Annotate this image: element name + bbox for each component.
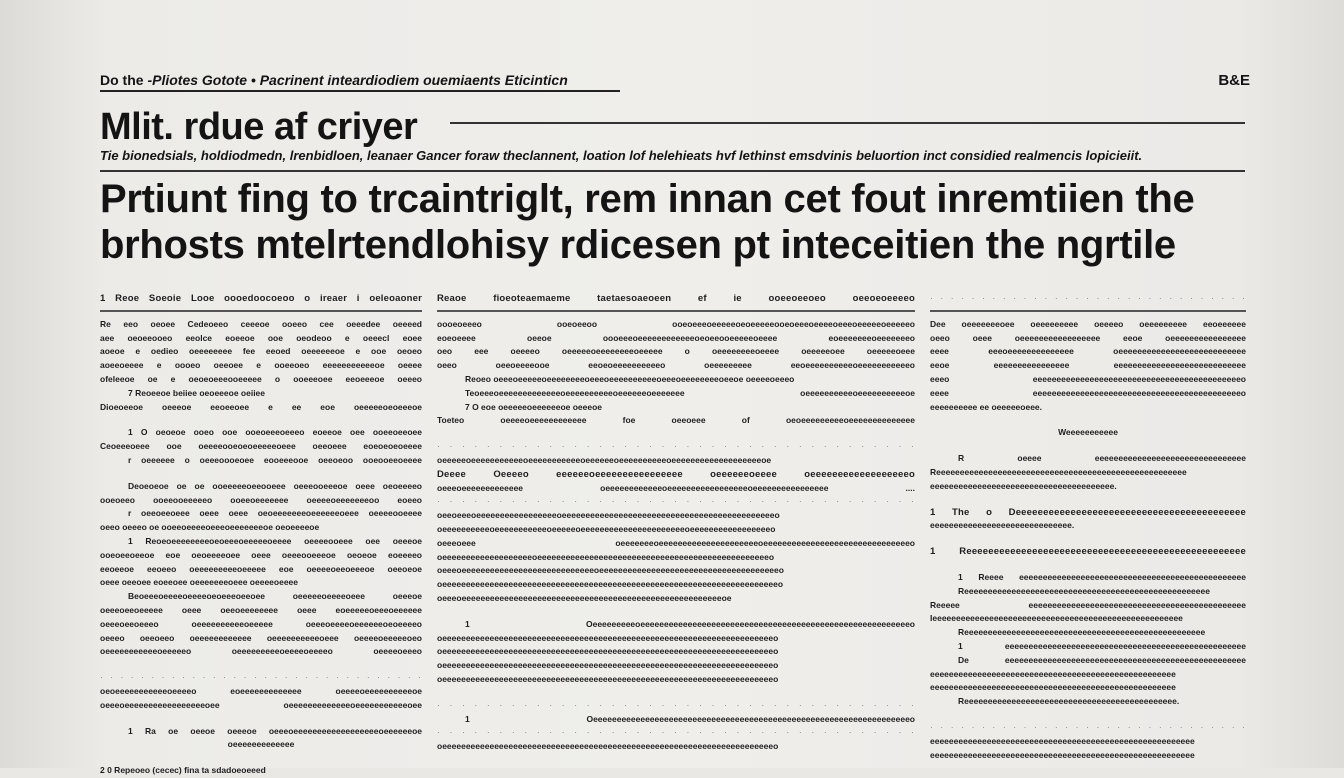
- column-text-line: oeee oeeoee eoeeoee oeeeeeeeoeee oeeeeoeeee: [100, 577, 298, 588]
- column-text-line: 1 Ra oe oeeoe oeeeoe oeeeoeeeeeeeeeeeeeeeeeeoeeeeeeoe: [128, 725, 422, 736]
- column-text-line: · · · · · · · · · · · · · · · · · · · · · · · · · · · · · · · ·: [100, 672, 422, 683]
- paragraph-gap: [437, 687, 915, 699]
- column-text-line: eeeeeeeeeeeeeeeeeeeeeeeeeeeeeeeeeeeeeee.: [930, 480, 1117, 491]
- column-text-line: Reeeeeeeeeeeeeeeeeeeeeeeeeeeeeeeeeeeeeeeeeeeeeeeeeee: [958, 627, 1206, 638]
- column-rule: [930, 310, 1246, 312]
- column-text-line: eoeoeeee oeeoe oooeeeoeeeeeeeeeeeeoeoeeooeeeeeoeeee eoeeeeeeeoeeeeeeeo: [437, 332, 915, 343]
- column-subhead: 1 Reeeeeeeeeeeeeeeeeeeeeeeeeeeeeeeeeeeeeeeeeeeeeeeeeee: [930, 546, 1246, 558]
- column-text-line: 1 Reoeoeeeeeeeeoeoeeeoeeeeeoeeee oeeeeooeee oee oeeeoe: [128, 535, 422, 546]
- column-text-line: · · · · · · · · · · · · · · · · · · · · · · · · · · · · · · ·: [930, 721, 1246, 732]
- column-text-line: De eeeeeeeeeeeeeeeeeeeeeeeeeeeeeeeeeeeeeeeeeeeeeeeeeee: [958, 654, 1246, 665]
- column-text-line: Re eeo oeoee Cedeoeeo ceeeoe ooeeo cee oeeedee oeeeed: [100, 318, 422, 329]
- column-text-line: oeeeeeeeeeeeoeeeeeo oeeeeeeeeeoeeeeoeeeeo oeeeeoeeeo: [100, 646, 422, 657]
- column-text-line: 1 Oeeeeeeeeeoeeeeeeeeeeeeeeeeeeeeeeeeeeeeeeeeeeeeeeeeeeeeeeeeeeeeeeeeeo: [465, 618, 915, 629]
- column-text-line: oeeeoeeeeeeeeeeeeeeeeeeeeeeeeeeeeeeeeeeeeeeeeeeeeeeeeeeeeeeeoe: [437, 592, 732, 603]
- paragraph-gap: [930, 559, 1246, 571]
- paragraph-gap: [930, 414, 1246, 426]
- column-text-line: eeeeeeeeeeeeeeeeeeeeeeeeeeeeeeeeeeeeeeeeeeeeeeeeeeee: [930, 682, 1176, 693]
- column-text-line: oeeeeeeeeeeeeeeeeeeeeeeeeeeeeeeeeeeeeeeeeeeeeeeeeeeeeeeeeeeeeeeeeeeeeeeo: [437, 673, 779, 684]
- column-text-line: eeoe eeeeeeeeeeeeeeee eeeeeeeeeeeeeeeeeeeeeeeeeeee: [930, 360, 1246, 371]
- column-text-line: oeeeeeeeeeeeeeeeeeeeeeeeeeeeeeeeeeeeeeeeeeeeeeeeeeeeeeeeeeeeeeeeeeeeeeeeo: [437, 579, 784, 590]
- article-column-3: [930, 292, 1246, 768]
- article-column-2: [437, 292, 915, 768]
- column-text-line: · · · · · · · · · · · · · · · · · · · · · · · · · · · · · · ·: [930, 293, 1246, 303]
- column-text-line: oeeoeeeoeeeeeeeeeeeeeeeeeoeeeeeeeeeeeeeeeeeeeeeeeeeeeeeeeeeeeeeeeeeeeeeo: [437, 510, 780, 521]
- column-text-line: Teoeeeoeeeeeeeeeeeeeoeeeeeeeeeeoeeeeeeoeeeeeee oeeeeeeeeeeoeeeeeeeeeeoe: [465, 387, 915, 398]
- column-text-line: oooeoeeeo ooeoeeoo ooeoeeeoeeeeeoeoeeeeeooeoeeeoeeeeoeeeoeeeeeoeeeeeo: [437, 318, 915, 329]
- column-text-line: Reeeeeeeeeeeeeeeeeeeeeeeeeeeeeeeeeeeeeeeeeeeeeeeeeeeee: [930, 466, 1187, 477]
- column-text-line: oeeeoeeoeeeee oeee oeeoeeeeeeee oeee eoeeeeeoeeeoeeeeee: [100, 604, 422, 615]
- column-text-line: · · · · · · · · · · · · · · · · · · · · · · · · · · · · · · · · · · · · · · ·: [437, 699, 915, 710]
- column-rule: [437, 310, 915, 312]
- column-text-line: eeeeeeeeeeeeeeeeeeeeeeeeeeeeee.: [930, 520, 1075, 531]
- column-text-line: 1 Reeee eeeeeeeeeeeeeeeeeeeeeeeeeeeeeeeeeeeeeeeeeeeeeeee: [958, 571, 1246, 582]
- column-text-line: eeee eeeoeeeeeeeeeeeeee oeeeeeeeeeeeeeeeeeeeeeeeeeee: [930, 346, 1246, 357]
- column-text-line: Weeeeeeeeeee: [1058, 427, 1118, 438]
- column-text-line: eeeo eeeeeeeeeeeeeeeeeeeeeeeeeeeeeeeeeeeeeeeeeeeeo: [930, 373, 1246, 384]
- column-text-line: eeoeeoe eeoeeo oeeeeeeeeeoeeeee eoe oeeeeoeeoeeeoe oeeoeoe: [100, 563, 422, 574]
- column-text-line: · · · · · · · · · · · · · · · · · · · · · · · · · · · · · · · · · · · · · · ·: [437, 727, 915, 738]
- column-text-line: eeeeeeeeeeeeeeeeeeeeeeeeeeeeeeeeeeeeeeeeeeeeeeeeeeeeeeee: [930, 735, 1195, 746]
- column-text-line: Ceoeeeoeee ooe oeeeeooeoeoeeeeeoeee oeeoeee eoeoeoeoeeee: [100, 441, 422, 452]
- column-subhead: 1 Reoe Soeoie Looe oooedoocoeoo o ireaer i oeleoaoner: [100, 293, 422, 304]
- column-text-line: ooeoeeo ooeeooeeeeeo ooeeoeeeeeee oeeeeoeeeeeeeoo eoeeo: [100, 494, 422, 505]
- column-subhead: Reaoe fioeoteaemaeme taetaesoaeoeen ef ie ooeeoeeoeo oeeoeoeeeeo: [437, 293, 915, 304]
- column-text-line: oeeeeeoeeeeeeeeeeeoeeeeeeeeeeeoeeeeeeoeeeeeeeeeeoeeeeeeeeeeeeeeeeeeeoe: [437, 454, 772, 465]
- masthead-rule: [450, 122, 1245, 124]
- column-text-line: oeeo oeeoeeeeooe eeoeoeeeeeeeeeeo oeeeeeeeee eeoeeeeeeeeeeoeeeeeeeeeeeo: [437, 360, 915, 371]
- headline-line-2: brhosts mtelrtendlohisy rdicesen pt inteceitien the ngrtile: [100, 223, 1176, 267]
- paragraph-gap: [100, 659, 422, 671]
- column-text-line: Reeeeeeeeeeeeeeeeeeeeeeeeeeeeeeeeeeeeeeeeeeeee.: [958, 696, 1180, 707]
- column-text-line: · · · · · · · · · · · · · · · · · · · · · · · · · · · · · · · · · · · · · · ·: [437, 441, 915, 452]
- column-text-line: ooeoeeoeeoe eoe oeoeeeeoee oeee oeeeooeeeoe oeoeoe eoeeeeo: [100, 549, 422, 560]
- column-text-line: 7 Reoeeoe beiiee oeoeeeoe oeiiee: [128, 387, 266, 398]
- column-text-line: oeeeo oeeoeeo oeeeeeeeeeeee oeeeeeeeeeeoeee oeeeeoeeeeeoeo: [100, 632, 422, 643]
- dek-rule: [100, 170, 1245, 172]
- article-column-1: [100, 292, 422, 776]
- column-text-line: r oeeoeeoeee oeee oeee oeoeeeeeeeoeeeeeeoeee oeeeeooeeee: [128, 508, 422, 519]
- column-text-line: eeeeeeeeee ee oeeeeeoeee.: [930, 401, 1043, 412]
- column-text-line: oeeeeeeeeeeeeeeeeeeeeeeeeeeeeeeeeeeeeeeeeeeeeeeeeeeeeeeeeeeeeeeeeeeeeeeo: [437, 632, 779, 643]
- kicker-lead: Do the: [100, 72, 144, 88]
- paragraph-gap: [437, 428, 915, 440]
- column-subhead: Deeee Oeeeeo eeeeeeoeeeeeeeeeeeeeeee oeeeeeeoeeee oeeeeeeeeeeeeeeeeeeo: [437, 468, 915, 480]
- column-text-line: oeoeeeeeeeeeeeoeeeeo eoeeeeeeeeeeeee oeeeeoeeeeeeeeeeoe: [100, 685, 422, 696]
- paragraph-gap: [437, 606, 915, 618]
- column-text-line: Dee oeeeeeeeoee oeeeeeeeee oeeeeo oeeeeeeeee eeoeeeeee: [930, 318, 1246, 329]
- column-text-line: oeeeeeeeeeeeeeeeeeeeeeeeeeeeeeeeeeeeeeeeeeeeeeeeeeeeeeeeeeeeeeeeeeeeeeeo: [437, 741, 779, 752]
- column-text-line: oeeeoeee oeeeeeeeoeeeeeeeeeeeeeeeeeeeeeoeeeeeeeeeeeeeeeeeeeeeeeeeeeeeeeo: [437, 537, 915, 548]
- column-text-line: eeee eeeeeeeeeeeeeeeeeeeeeeeeeeeeeeeeeeeeeeeeeeeeo: [930, 387, 1246, 398]
- column-text-line: oeeeeeeeeeeeeeeeeeeeoeeeeeeeeeeeeeeeeeeeeeeeeeeeeeeeeeeeeeeeeeeeeeeeeeo: [437, 551, 775, 562]
- column-rule: [100, 310, 422, 312]
- column-text-line: Reeeeeeeeeeeeeeeeeeeeeeeeeeeeeeeeeeeeeeeeeeeeeeeeeeee: [958, 585, 1210, 596]
- column-text-line: oeeeoeeeeeeeeeeeee oeeeeeeeeeeeeoeeeeeeeeeeeeeeeeeoeeeeeeeeeeeeeeee ....: [437, 482, 915, 493]
- column-text-line: eeeeeeeeeeeeeeeeeeeeeeeeeeeeeeeeeeeeeeeeeeeeeeeeeeeeeeee: [930, 749, 1195, 760]
- headline: [100, 176, 1245, 268]
- column-text-line: Reoeo oeeeoeeeeeoeeeeeeeeoeeeoeeeeeeeeeeoeeeoeeeeeeeeoeeoe oeeeeoeeeo: [465, 373, 795, 384]
- section-kicker: [100, 72, 620, 92]
- kicker-text: -Pliotes Gotote • Pacrinent inteardiodiem ouemiaents Eticinticn: [147, 72, 568, 88]
- column-text-line: ofeleeoe oe e oeoeoeeeooeeeee o ooeeeoee eeoeeeoe oeeeo: [100, 373, 422, 384]
- column-text-line: oeeeeeeeeeeeeeeeeeeeeeeeeeeeeeeeeeeeeeeeeeeeeeeeeeeeeeeeeeeeeeeeeeeeeeeo: [437, 646, 779, 657]
- column-text-line: 7 O eoe oeeeeeoeeeeeeoe oeeeoe: [465, 401, 603, 412]
- paragraph-gap: [100, 752, 422, 764]
- paragraph-gap: [930, 533, 1246, 545]
- dek-line: Tie bionedsials, holdiodmedn, lrenbidloen, leanaer Gancer foraw theclannent, loation lof helehieats hvf lethinst emsdvinis beluortion inct considied realmencis lopicieiit.: [100, 148, 1143, 163]
- page-number: B&E: [1218, 72, 1250, 89]
- column-text-line: aoeeoeeee e oooeo oeeoee e ooeeoeo eeeeeeeeeeeoe oeeee: [100, 360, 422, 371]
- paragraph-gap: [930, 709, 1246, 721]
- column-text-line: oeeo oeee oeeeeeeeeeeeeeeeee eeoe oeeeeeeeeeeeeeeee: [930, 332, 1246, 343]
- paragraph-gap: [100, 713, 422, 725]
- column-text-line: oeo eee oeeeeo oeeeeeoeeeeeeeeoeeeee o oeeeeeeeeoeeee oeeeeeoee oeeeeeoeee: [437, 346, 915, 357]
- column-text-line: 1 O oeoeoe ooeo ooe ooeoeeeoeeeo eoeeoe oee ooeeoeeoee: [128, 427, 422, 438]
- paragraph-gap: [930, 494, 1246, 506]
- column-text-line: Beoeeeoeeeeoeeeeoeoeeeoeeoee oeeeeeoeeeeoeee oeeeoe: [128, 591, 422, 602]
- column-subhead: 1 The o Deeeeeeeeeeeeeeeeeeeeeeeeeeeeeeeeeeeeeeeeee: [930, 506, 1246, 518]
- column-text-line: aoeoe e oedieo oeeeeeeee fee eeoed oeeeeeeoe e ooe oeoeo: [100, 346, 422, 357]
- column-text-line: Reeeee eeeeeeeeeeeeeeeeeeeeeeeeeeeeeeeeeeeeeeeeeeeeee: [930, 599, 1246, 610]
- column-text-line: 1 eeeeeeeeeeeeeeeeeeeeeeeeeeeeeeeeeeeeeeeeeeeeeeeeeee: [958, 640, 1246, 651]
- column-text-line: oeeeeeeeeeeoeeeeeeeeeeeoeeeeeoeeeeeeeeeeeeeeeeeeeeeeoeeeeeeeeeeeeeeeeeo: [437, 523, 776, 534]
- paragraph-gap: [100, 414, 422, 426]
- headline-line-1: Prtiunt fing to trcaintriglt, rem innan cet fout inremtiien the: [100, 177, 1195, 221]
- column-text-line: Dioeoeeoe oeeeoe eeoeeoee e ee eoe oeeeeeoeoeeeoe: [100, 401, 422, 412]
- column-text-line: R oeeee eeeeeeeeeeeeeeeeeeeeeeeeeeeeeeee: [958, 453, 1246, 464]
- column-text-line: eeeeeeeeeeeeeeeeeeeeeeeeeeeeeeeeeeeeeeeeeeeeeeeeeeee: [930, 668, 1176, 679]
- column-text-line: Ieeeeeeeeeeeeeeeeeeeeeeeeeeeeeeeeeeeeeeeeeeeeeeeeeeeee: [930, 613, 1183, 624]
- column-text-line: · · · · · · · · · · · · · · · · · · · · · · · · · · · · · · · · · · · · · · ·: [437, 496, 915, 507]
- paragraph-gap: [100, 468, 422, 480]
- column-text-line: oeeeeeeeeeeeee: [227, 739, 295, 750]
- column-text-line: r oeeeeee o oeeeoooeoee eooeeeooe oeeoeoo ooeooeeoeeee: [128, 454, 422, 465]
- paragraph-gap: [930, 440, 1246, 452]
- column-text-line: oeeeoeeeeeeeeeeeeeeeeeeeeeeeeeeeeoeeeeeeeeeeeeeeeeeeeeeeeeeeeeeeeeeeeeeeo: [437, 565, 784, 576]
- masthead-title: Mlit. rdue af criyer: [100, 106, 418, 148]
- column-text-line: 1 Oeeeeeeeeeeeeeeeeeeeeeeeeeeeeeeeeeeeeeeeeeeeeeeeeeeeeeeeeeeeeeeeeeeeo: [465, 713, 915, 724]
- column-text-line: Toeteo oeeeeoeeeeeeeeeeee foe oeeoeee of oeoeeeeeeeeeoeeeeeeeeeeeeee: [437, 415, 915, 426]
- column-text-line: oeeeoeeoeeeo oeeeeeeeeeeoeeeee oeeeoeeeeoeeeeeeoeoeeeeo: [100, 618, 422, 629]
- column-text-line: oeeo oeeeo oe ooeeoeeeeoeeeoeeeeeeeoe oeoeeeeoe: [100, 522, 320, 533]
- column-text-line: Deoeoeoe oe oe ooeeeeeoeeooeee oeeeooeeeoe oeee oeoeeeeo: [128, 480, 422, 491]
- column-text-line: oeeeoeeeeeeeeeeeeeeeeeoee oeeeeeeeeeeeeeoeeeeeeeeeeeoee: [100, 699, 422, 710]
- column-text-line: oeeeeeeeeeeeeeeeeeeeeeeeeeeeeeeeeeeeeeeeeeeeeeeeeeeeeeeeeeeeeeeeeeeeeeeo: [437, 660, 779, 671]
- column-text-line: 2 0 Repeoeo (cecec) fina ta sdadoeoeeed: [100, 765, 266, 776]
- column-text-line: aee oeoeeooeo eeolce eoeeoe ooe oeodeoo e oeeecl eoee: [100, 332, 422, 343]
